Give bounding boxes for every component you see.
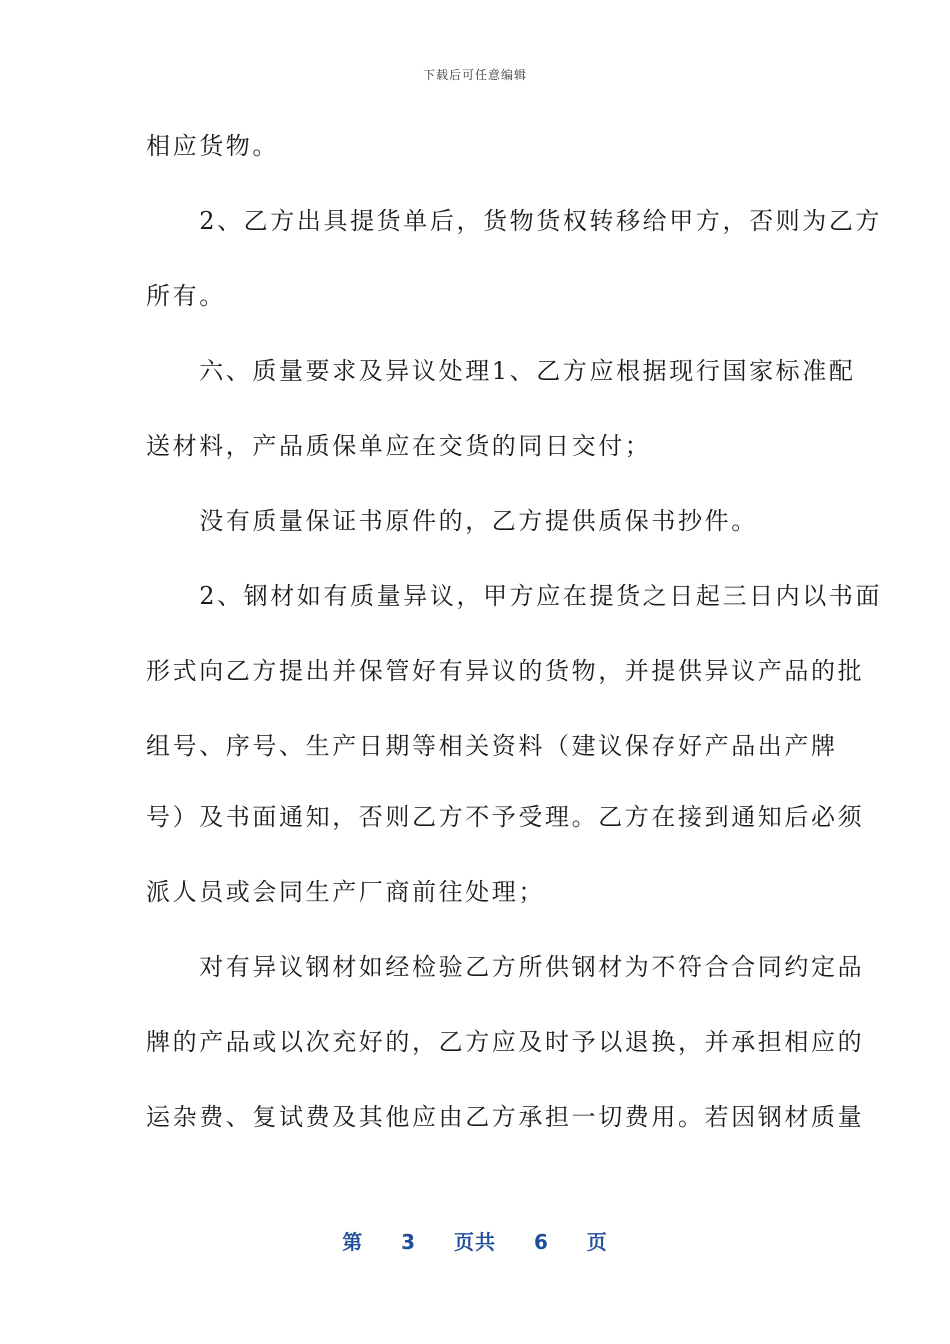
page-footer [0,1226,950,1255]
text-line: 送材料，产品质保单应在交货的同日交付； [146,432,652,460]
text-line: 运杂费、复试费及其他应由乙方承担一切费用。若因钢材质量 [146,1103,865,1131]
text-line: 没有质量保证书原件的，乙方提供质保书抄件。 [146,507,758,535]
header-note: 下载后可任意编辑 [422,68,527,82]
text-line: 组号、序号、生产日期等相关资料（建议保存好产品出产牌 [146,732,838,760]
current-page-number: 3 [401,1230,417,1254]
text-line: 2、钢材如有质量异议，甲方应在提货之日起三日内以书面 [146,582,883,610]
text-line: 2、乙方出具提货单后，货物货权转移给甲方，否则为乙方 [146,207,883,235]
text-line: 号）及书面通知，否则乙方不予受理。乙方在接到通知后必须 [146,803,865,831]
page-label-mid: 页共 [454,1230,496,1254]
text-line: 派人员或会同生产厂商前往处理； [146,878,545,906]
text-line: 对有异议钢材如经检验乙方所供钢材为不符合合同约定品 [146,953,865,981]
text-line: 所有。 [146,282,226,310]
text-line: 形式向乙方提出并保管好有异议的货物，并提供异议产品的批 [146,657,865,685]
page-label-suffix: 页 [586,1230,608,1254]
text-line: 相应货物。 [146,132,279,160]
text-line: 六、质量要求及异议处理1、乙方应根据现行国家标准配 [146,357,856,385]
page-label-prefix: 第 [342,1230,364,1254]
total-pages-number: 6 [533,1230,549,1254]
text-line: 牌的产品或以次充好的，乙方应及时予以退换，并承担相应的 [146,1028,865,1056]
